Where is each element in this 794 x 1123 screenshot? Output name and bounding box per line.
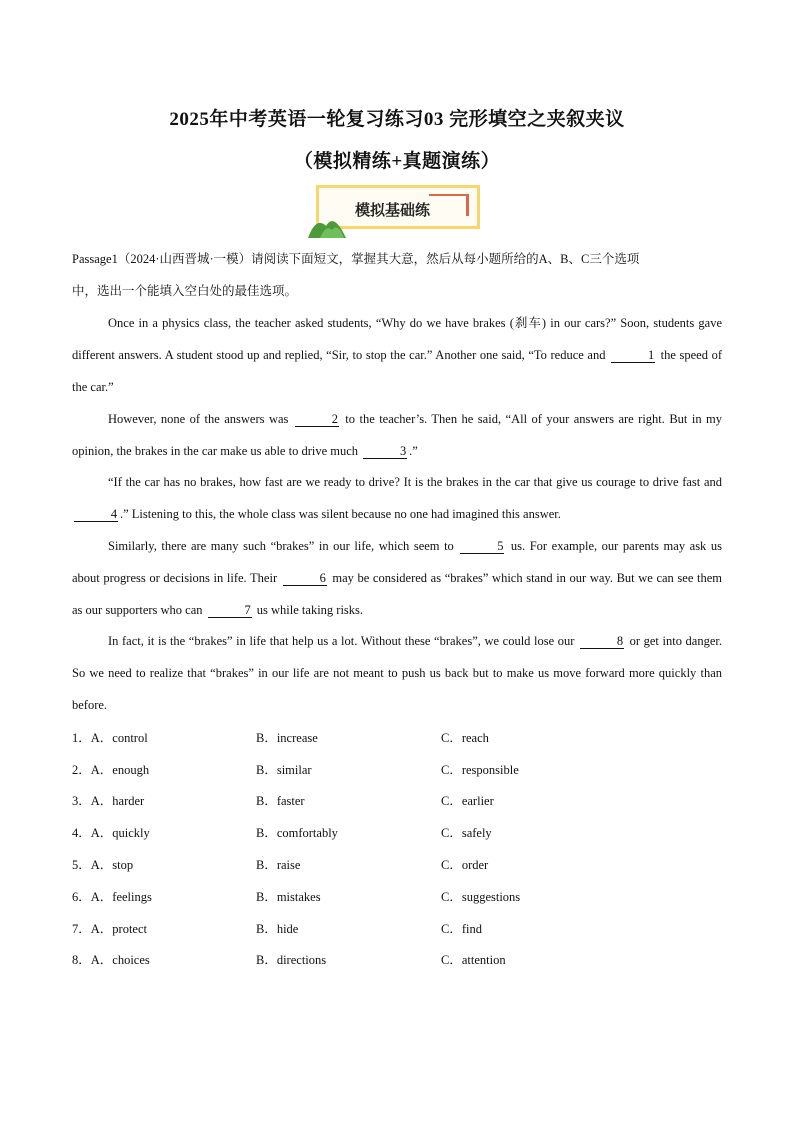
option-c: C．safely	[441, 826, 492, 840]
option-b: B．comfortably	[256, 826, 338, 840]
paragraph-text: .” Listening to this, the whole class was silent because no one had imagined this answer.	[120, 507, 561, 521]
green-hill-icon	[308, 212, 348, 238]
blank-2: 2	[295, 412, 339, 427]
question-options-3	[72, 791, 722, 811]
intro-line-2: 中，选出一个能填入空白处的最佳选项。	[72, 284, 298, 298]
option-b: B．similar	[256, 763, 312, 777]
blank-8: 8	[580, 634, 624, 649]
option-a: 3．A．harder	[72, 794, 145, 808]
option-c: C．find	[441, 922, 482, 936]
passage-paragraph-3	[72, 466, 722, 530]
question-options-5	[72, 855, 722, 875]
option-c: C．responsible	[441, 763, 519, 777]
paragraph-text: Similarly, there are many such “brakes” in our life, which seem to	[108, 539, 459, 553]
blank-1: 1	[611, 348, 655, 363]
page-title: 2025年中考英语一轮复习练习03 完形填空之夹叙夹议	[169, 109, 625, 130]
option-b: B．hide	[256, 922, 299, 936]
blank-5: 5	[460, 539, 504, 554]
option-b: B．raise	[256, 858, 301, 872]
passage-paragraph-1	[72, 307, 722, 403]
option-a: 7．A．protect	[72, 922, 147, 936]
option-b: B．increase	[256, 731, 318, 745]
passage-paragraph-5	[72, 625, 722, 721]
intro-text	[72, 243, 722, 307]
option-c: C．earlier	[441, 794, 494, 808]
paragraph-text: Once in a physics class, the teacher asked students, “Why do we have brakes (刹车) in our cars?” Soon, students gave different answers. A student stood up and replied, “Sir, to stop the car.” Another one said, “To reduce and	[72, 316, 722, 362]
option-a: 4．A．quickly	[72, 826, 150, 840]
option-c: C．order	[441, 858, 489, 872]
option-a: 5．A．stop	[72, 858, 134, 872]
question-options-7	[72, 919, 722, 939]
question-options-8	[72, 950, 722, 970]
paragraph-text: us. For example, our parents may ask us about progress or decisions in life. Their	[72, 539, 722, 585]
paragraph-text: may be considered as “brakes” which stand in our way. But we can see them as our supporters who can	[72, 571, 722, 617]
option-a: 8．A．choices	[72, 953, 150, 967]
question-options-6	[72, 887, 722, 907]
paragraph-text: However, none of the answers was	[108, 412, 293, 426]
page-subtitle: （模拟精练+真题演练）	[293, 151, 501, 172]
badge-accent-line	[429, 194, 469, 196]
option-c: C．reach	[441, 731, 489, 745]
blank-7: 7	[208, 603, 252, 618]
option-c: C．suggestions	[441, 890, 521, 904]
section-badge-label: 模拟基础练	[355, 201, 431, 219]
blank-6: 6	[283, 571, 327, 586]
option-b: B．directions	[256, 953, 327, 967]
paragraph-text: us while taking risks.	[253, 603, 364, 617]
passage-paragraph-2	[72, 403, 722, 467]
blank-4: 4	[74, 507, 118, 522]
paragraph-text: “If the car has no brakes, how fast are we ready to drive? It is the brakes in the car that give us courage to drive fast and	[108, 475, 722, 489]
option-c: C．attention	[441, 953, 506, 967]
question-options-2	[72, 760, 722, 780]
intro-line-1: Passage1（2024·山西晋城·一模）请阅读下面短文，掌握其大意，然后从每小题所给的A、B、C三个选项	[72, 252, 640, 266]
question-options-1	[72, 728, 722, 748]
paragraph-text: or get into danger. So we need to realize that “brakes” in our life are not meant to push us back but to make us move forward more quickly than before.	[72, 634, 722, 712]
question-options-4	[72, 823, 722, 843]
option-a: 1．A．control	[72, 731, 148, 745]
paragraph-text: .”	[409, 444, 418, 458]
option-a: 2．A．enough	[72, 763, 150, 777]
paragraph-text: the speed of the car.”	[72, 348, 722, 394]
blank-3: 3	[363, 444, 407, 459]
paragraph-text: to the teacher’s. Then he said, “All of your answers are right. But in my opinion, the brakes in the car make us able to drive much	[72, 412, 723, 458]
option-b: B．mistakes	[256, 890, 321, 904]
paragraph-text: In fact, it is the “brakes” in life that help us a lot. Without these “brakes”, we could lose our	[108, 634, 579, 648]
option-b: B．faster	[256, 794, 305, 808]
option-a: 6．A．feelings	[72, 890, 152, 904]
passage-paragraph-4	[72, 530, 722, 626]
badge-accent-mark	[466, 194, 469, 216]
